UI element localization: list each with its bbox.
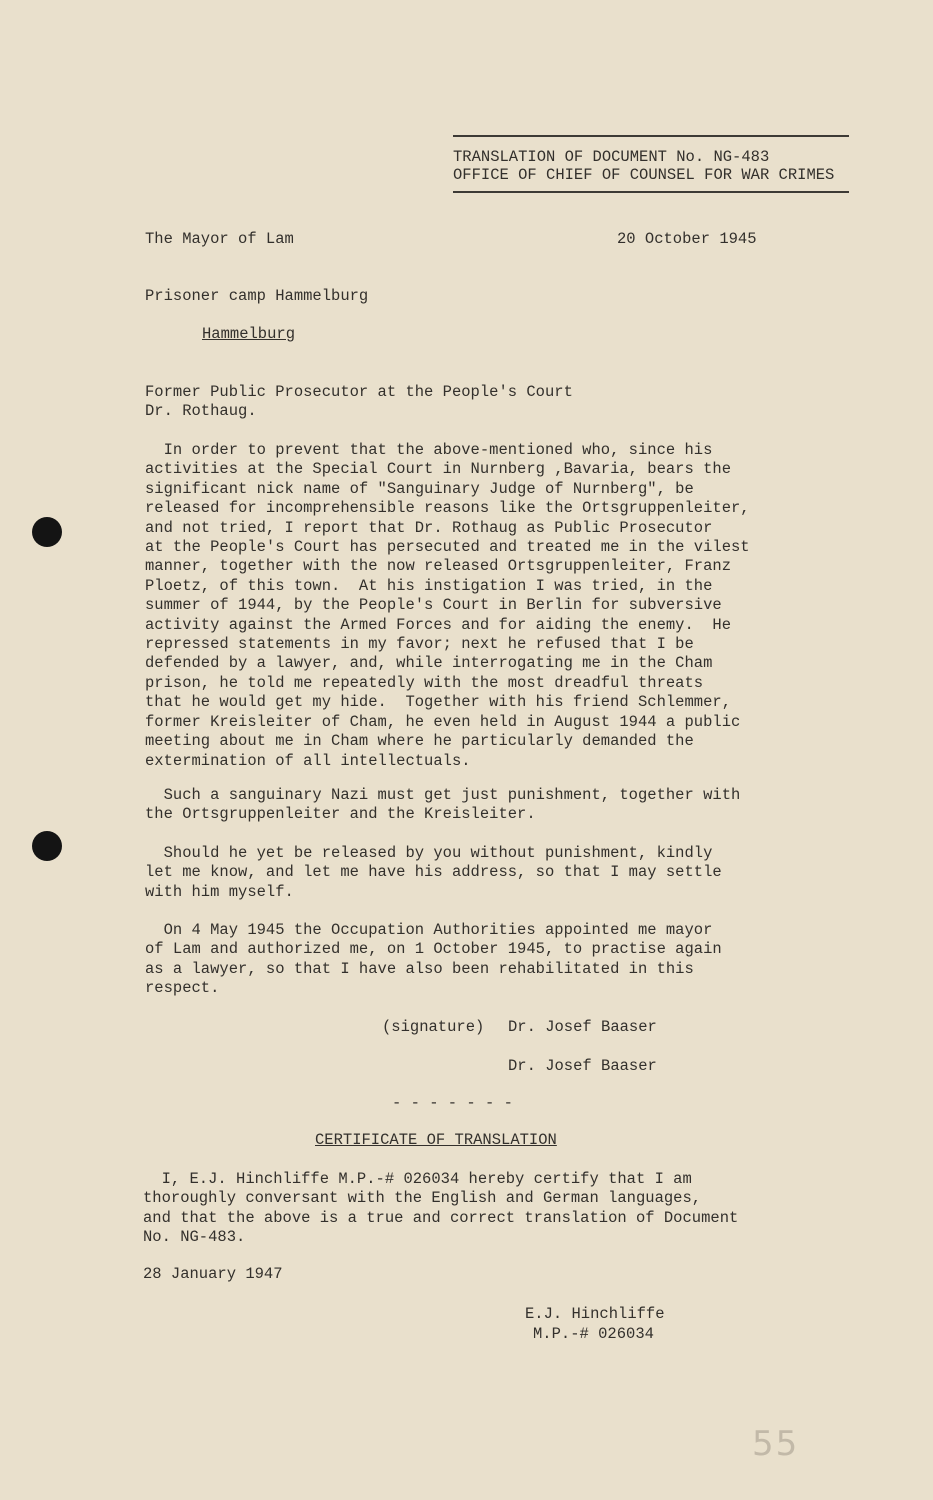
paragraph-1-line: In order to prevent that the above-mentioned who, since his — [145, 441, 713, 459]
paragraph-1-line: prison, he told me repeatedly with the most dreadful threats — [145, 673, 704, 692]
translator-id: M.P.-# 026034 — [533, 1325, 654, 1343]
paragraph-3-line: let me know, and let me have his address, so that I may settle — [145, 863, 722, 882]
paragraph-1 — [145, 441, 785, 771]
paragraph-1-line: activities at the Special Court in Nurnberg ,Bavaria, bears the — [145, 460, 731, 479]
paragraph-1-line: Ploetz, of this town. At his instigation I was tried, in the — [145, 576, 713, 595]
translator-name: E.J. Hinchliffe — [525, 1305, 665, 1323]
signature-name: Dr. Josef Baaser — [508, 1018, 657, 1036]
subject-line-1: Former Public Prosecutor at the People's Court — [145, 383, 573, 401]
paragraph-3-line: Should he yet be released by you without punishment, kindly — [145, 844, 713, 862]
addressee-city: Hammelburg — [202, 325, 296, 343]
paragraph-1-line: repressed statements in my favor; next he refused that I be — [145, 635, 694, 654]
typed-name: Dr. Josef Baaser — [508, 1057, 657, 1075]
certificate-title: CERTIFICATE OF TRANSLATION — [315, 1131, 557, 1149]
paragraph-4-line: On 4 May 1945 the Occupation Authorities appointed me mayor — [145, 921, 713, 939]
section-separator: - - - - - - - — [392, 1094, 513, 1112]
subject-line-2: Dr. Rothaug. — [145, 402, 257, 420]
addressee-line: Prisoner camp Hammelburg — [145, 287, 369, 305]
header-bottom-rule — [453, 191, 849, 193]
paragraph-4 — [145, 921, 785, 999]
header-top-rule — [453, 135, 849, 137]
paragraph-4-line: as a lawyer, so that I have also been rehabilitated in this — [145, 959, 694, 978]
paragraph-4-line: of Lam and authorized me, on 1 October 1945, to practise again — [145, 940, 722, 959]
header-line-1: TRANSLATION OF DOCUMENT No. NG-483 — [453, 148, 770, 166]
certificate-line: and that the above is a true and correct translation of Document — [143, 1208, 739, 1227]
paragraph-2 — [145, 786, 785, 825]
paragraph-1-line: meeting about me in Cham where he particularly demanded the — [145, 732, 694, 751]
paragraph-1-line: extermination of all intellectuals. — [145, 751, 471, 770]
certificate-line: No. NG-483. — [143, 1228, 246, 1247]
paragraph-1-line: and not tried, I report that Dr. Rothaug as Public Prosecutor — [145, 518, 713, 537]
paragraph-3-line: with him myself. — [145, 882, 294, 901]
sender-line: The Mayor of Lam — [145, 230, 294, 248]
certificate-date: 28 January 1947 — [143, 1265, 283, 1283]
paragraph-1-line: former Kreisleiter of Cham, he even held in August 1944 a public — [145, 712, 741, 731]
signature-label: (signature) — [382, 1018, 485, 1036]
punch-hole-top — [32, 517, 62, 547]
paragraph-1-line: manner, together with the now released Ortsgruppenleiter, Franz — [145, 557, 731, 576]
paragraph-2-line: the Ortsgruppenleiter and the Kreisleiter. — [145, 805, 536, 824]
page-number: 55 — [752, 1424, 800, 1464]
header-line-2: OFFICE OF CHIEF OF COUNSEL FOR WAR CRIMES — [453, 166, 835, 184]
punch-hole-bottom — [32, 831, 62, 861]
paragraph-2-line: Such a sanguinary Nazi must get just punishment, together with — [145, 786, 741, 804]
paragraph-1-line: activity against the Armed Forces and for aiding the enemy. He — [145, 615, 731, 634]
paragraph-1-line: that he would get my hide. Together with his friend Schlemmer, — [145, 693, 731, 712]
certificate-body — [143, 1170, 783, 1248]
paragraph-4-line: respect. — [145, 979, 220, 998]
certificate-line: I, E.J. Hinchliffe M.P.-# 026034 hereby certify that I am — [143, 1170, 692, 1188]
letter-date: 20 October 1945 — [617, 230, 757, 248]
paragraph-1-line: significant nick name of "Sanguinary Judge of Nurnberg", be — [145, 479, 694, 498]
paragraph-1-line: released for incomprehensible reasons like the Ortsgruppenleiter, — [145, 499, 750, 518]
paragraph-1-line: summer of 1944, by the People's Court in Berlin for subversive — [145, 596, 722, 615]
paragraph-1-line: defended by a lawyer, and, while interrogating me in the Cham — [145, 654, 713, 673]
paragraph-3 — [145, 844, 785, 902]
certificate-line: thoroughly conversant with the English and German languages, — [143, 1189, 702, 1208]
paragraph-1-line: at the People's Court has persecuted and treated me in the vilest — [145, 538, 750, 557]
